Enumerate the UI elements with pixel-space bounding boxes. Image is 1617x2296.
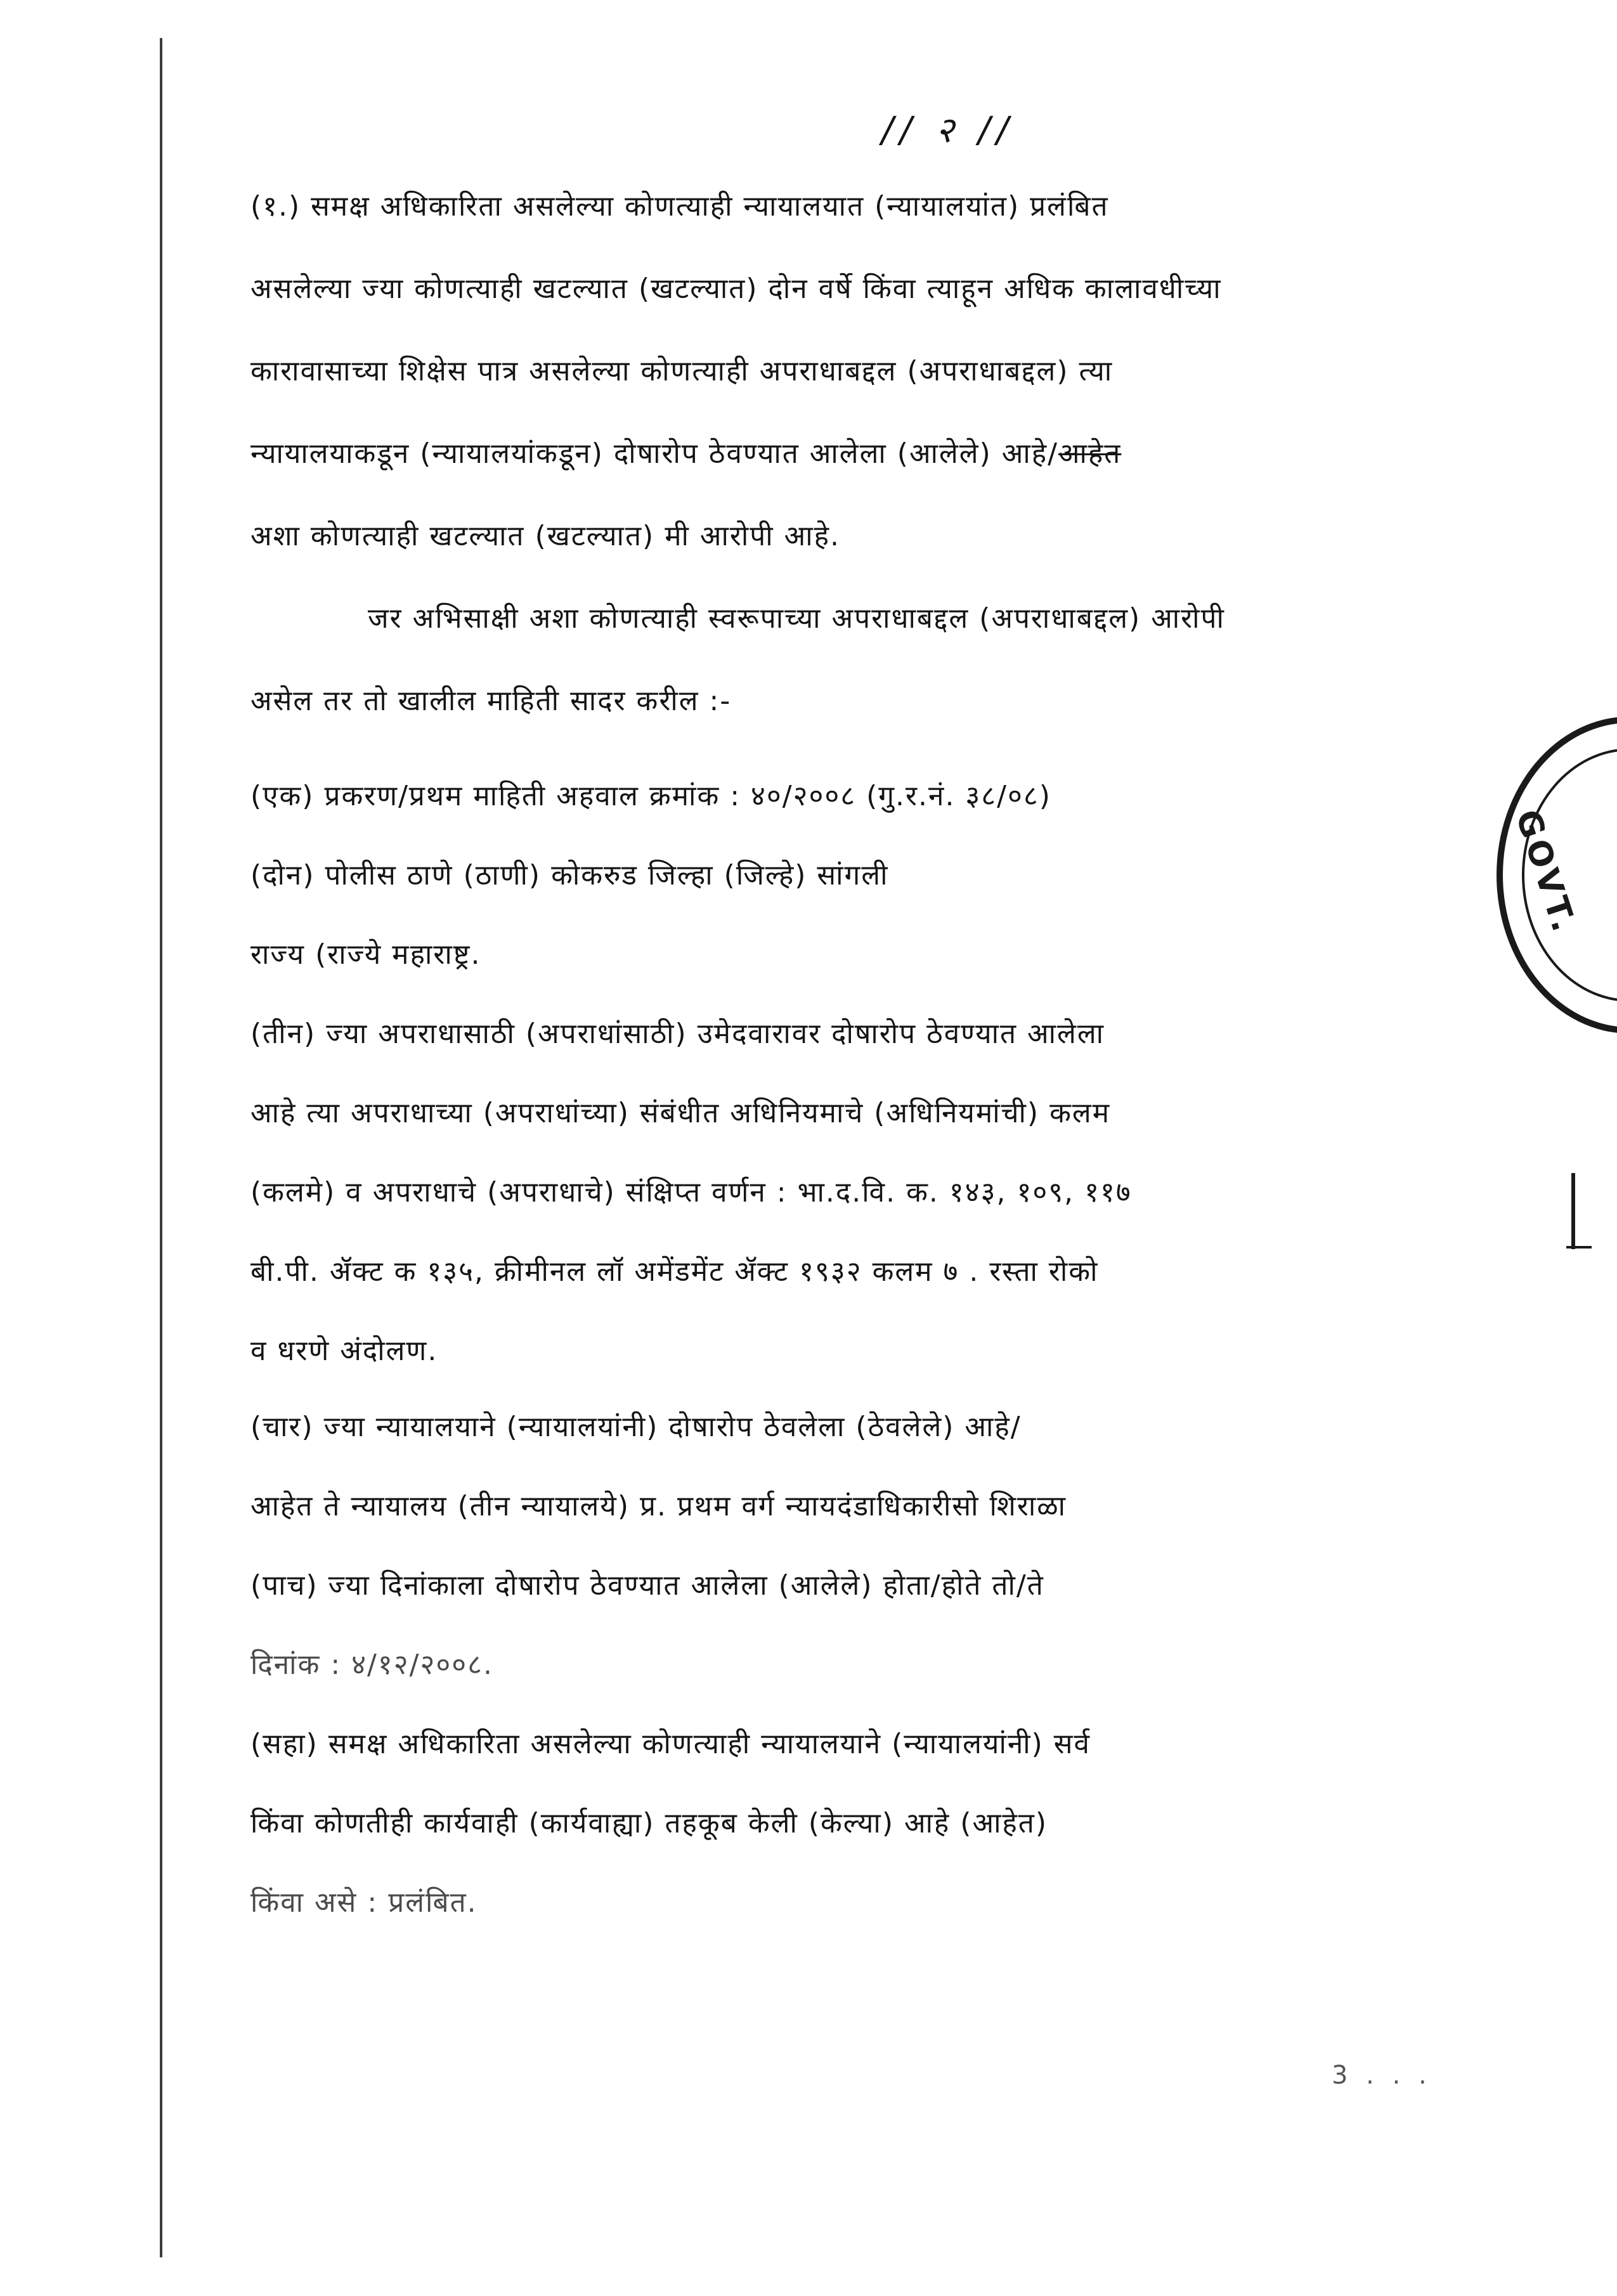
- body-line: बी.पी. ॲक्ट क १३५, क्रीमीनल लॉ अमेंडमेंट ॲक्ट १९३२ कलम ७ . रस्ता रोको: [250, 1255, 1099, 1288]
- body-line: असलेल्या ज्या कोणत्याही खटल्यात (खटल्यात) दोन वर्षे किंवा त्याहून अधिक कालावधीच्या: [250, 273, 1222, 305]
- body-line: (१.) समक्ष अधिकारिता असलेल्या कोणत्याही न्यायालयात (न्यायालयांत) प्रलंबित: [250, 190, 1109, 223]
- body-line: किंवा असे : प्रलंबित.: [250, 1886, 477, 1919]
- body-line: किंवा कोणतीही कार्यवाही (कार्यवाह्या) तहकूब केली (केल्या) आहे (आहेत): [250, 1807, 1048, 1839]
- official-stamp-text: GOVT.: [1507, 805, 1584, 940]
- item-police-station: (दोन) पोलीस ठाणे (ठाणी) कोकरुड जिल्हा (जिल्हे) सांगली: [250, 859, 889, 892]
- page-number: // २ //: [881, 110, 1015, 151]
- body-line: व धरणे अंदोलण.: [250, 1335, 438, 1367]
- body-line: अशा कोणत्याही खटल्यात (खटल्यात) मी आरोपी आहे.: [250, 520, 840, 552]
- body-line: कारावासाच्या शिक्षेस पात्र असलेल्या कोणत्याही अपराधाबद्दल (अपराधाबद्दल) त्या: [250, 355, 1114, 387]
- body-line: जर अभिसाक्षी अशा कोणत्याही स्वरूपाच्या अपराधाबद्दल (अपराधाबद्दल) आरोपी: [368, 602, 1225, 635]
- margin-dash-mark: [1566, 1246, 1592, 1249]
- item-date: (पाच) ज्या दिनांकाला दोषारोप ठेवण्यात आलेला (आलेले) होता/होते तो/ते: [250, 1569, 1044, 1602]
- item-court: (चार) ज्या न्यायालयाने (न्यायालयांनी) दोषारोप ठेवलेला (ठेवलेले) आहे/: [250, 1411, 1022, 1443]
- body-line: आहेत ते न्यायालय (तीन न्यायालये) प्र. प्रथम वर्ग न्यायदंडाधिकारीसो शिराळा: [250, 1490, 1067, 1522]
- body-line: (कलमे) व अपराधाचे (अपराधाचे) संक्षिप्त वर्णन : भा.द.वि. क. १४३, १०९, ११७: [250, 1176, 1132, 1209]
- item-offence: (तीन) ज्या अपराधासाठी (अपराधांसाठी) उमेदवारावर दोषारोप ठेवण्यात आलेला: [250, 1018, 1105, 1050]
- item-proceedings: (सहा) समक्ष अधिकारिता असलेल्या कोणत्याही न्यायालयाने (न्यायालयांनी) सर्व: [250, 1728, 1091, 1760]
- body-line-text: न्यायालयाकडून (न्यायालयांकडून) दोषारोप ठेवण्यात आलेला (आलेले) आहे/: [250, 438, 1058, 470]
- struck-word: आहेत: [1058, 438, 1122, 470]
- item-state: राज्य (राज्ये महाराष्ट्र.: [250, 938, 481, 971]
- item-fir-number: (एक) प्रकरण/प्रथम माहिती अहवाल क्रमांक : ४०/२००८ (गु.र.नं. ३८/०८): [250, 780, 1051, 812]
- continuation-marker: 3 . . .: [1332, 2061, 1432, 2090]
- body-line: आहे त्या अपराधाच्या (अपराधांच्या) संबंधीत अधिनियमाचे (अधिनियमांची) कलम: [250, 1097, 1111, 1129]
- left-margin-rule: [160, 38, 162, 2257]
- body-line: असेल तर तो खालील माहिती सादर करील :-: [250, 685, 732, 717]
- body-line: [250, 438, 1121, 471]
- body-line: दिनांक : ४/१२/२००८.: [250, 1649, 493, 1681]
- margin-bracket-mark: [1571, 1173, 1575, 1249]
